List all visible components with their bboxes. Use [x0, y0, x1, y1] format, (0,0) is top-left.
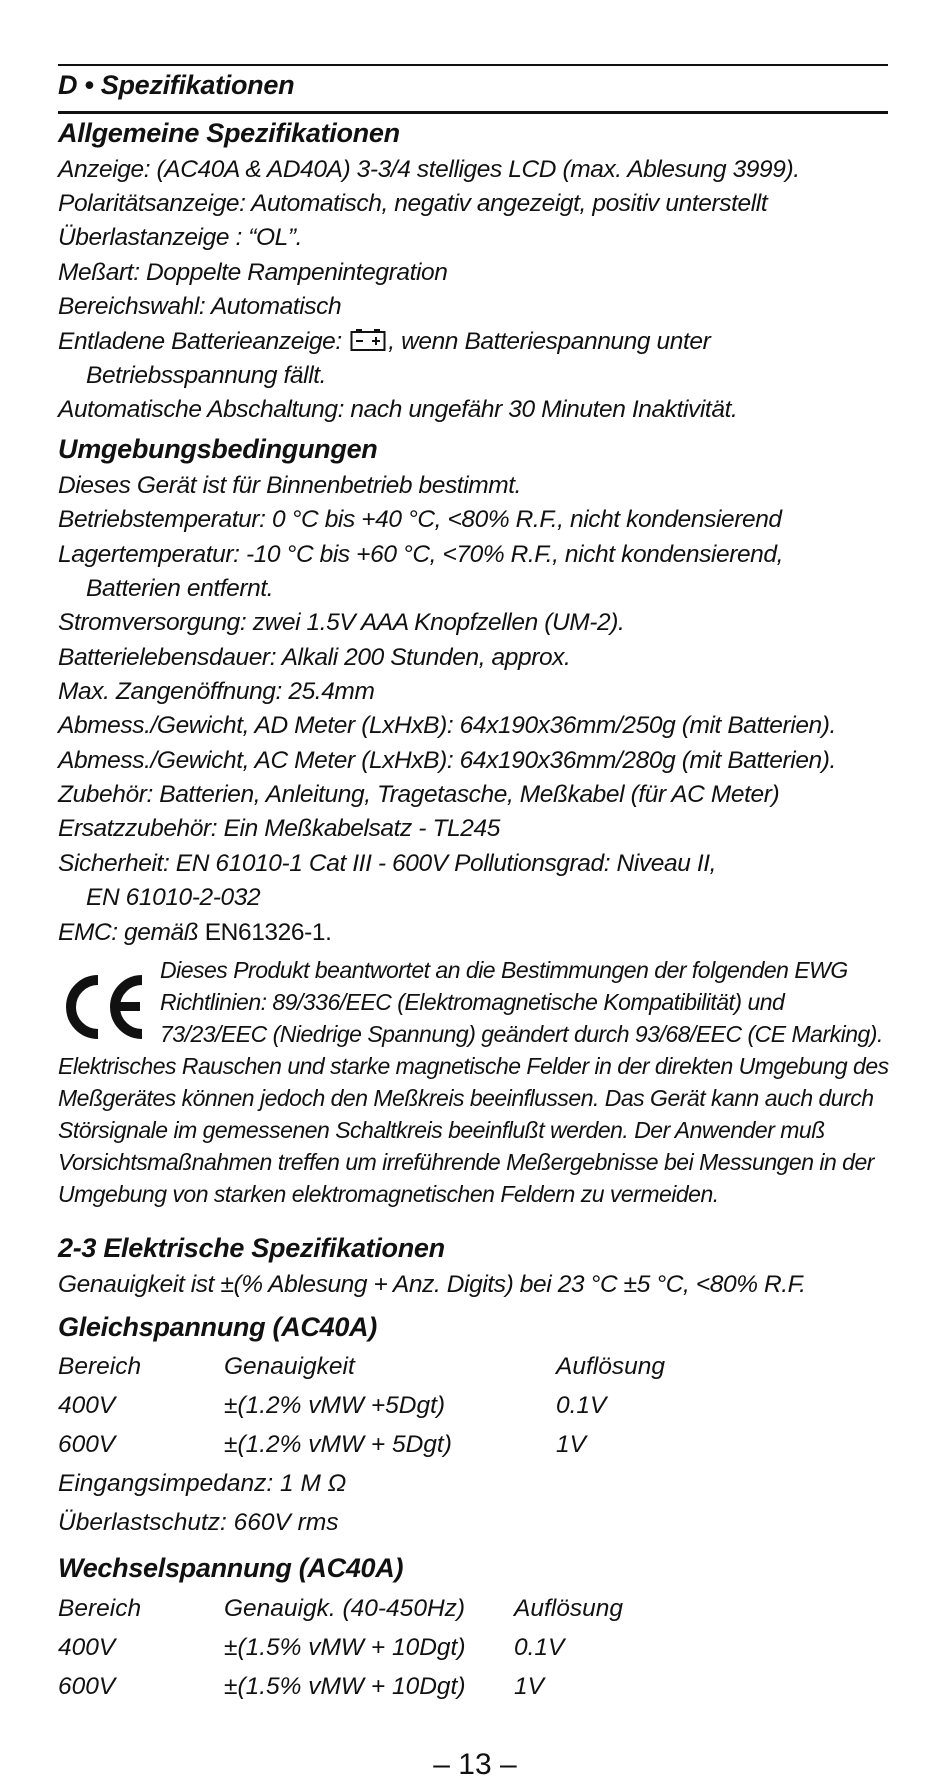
dcv-row-accuracy: ±(1.2% vMW +5Dgt)	[224, 1392, 446, 1419]
environment-heading: Umgebungsbedingungen	[58, 434, 378, 464]
power-supply: Stromversorgung: zwei 1.5V AAA Knopfzellen (UM-2).	[58, 609, 625, 636]
acv-row-range: 400V	[58, 1634, 116, 1661]
overload-spec: Überlastanzeige : “OL”.	[58, 224, 303, 251]
dcv-row-resolution: 0.1V	[556, 1392, 607, 1419]
accuracy-note: Genauigkeit ist ±(% Ablesung + Anz. Digits) bei 23 °C ±5 °C, <80% R.F.	[58, 1271, 806, 1298]
battery-spec-label: Entladene Batterieanzeige:	[58, 328, 342, 355]
battery-icon	[350, 328, 386, 352]
input-impedance: Eingangsimpedanz: 1 M Ω	[58, 1470, 347, 1497]
page-number: – 13 –	[433, 1748, 517, 1781]
operating-temp: Betriebstemperatur: 0 °C bis +40 °C, <80% R.F., nicht kondensierend	[58, 506, 782, 533]
acv-row-accuracy: ±(1.5% vMW + 10Dgt)	[224, 1634, 466, 1661]
acv-heading: Wechselspannung (AC40A)	[58, 1553, 404, 1583]
ce-text-5: Meßgerätes können jedoch den Meßkreis beeinflussen. Das Gerät kann auch durch	[58, 1085, 874, 1111]
emc-spec	[58, 916, 332, 950]
acv-header-accuracy: Genauigk. (40-450Hz)	[224, 1595, 466, 1622]
ce-text-7: Vorsichtsmaßnahmen treffen um irreführende Meßergebnisse bei Messungen in der	[58, 1149, 874, 1175]
ce-text-3: 73/23/EEC (Niedrige Spannung) geändert durch 93/68/EEC (CE Marking).	[160, 1021, 883, 1047]
dcv-header-accuracy: Genauigkeit	[224, 1353, 355, 1380]
acv-header-range: Bereich	[58, 1595, 142, 1622]
general-heading: Allgemeine Spezifikationen	[58, 118, 400, 148]
dcv-row-resolution: 1V	[556, 1431, 586, 1458]
section-title: D • Spezifikationen	[58, 70, 295, 100]
battery-spec-cont: , wenn Batteriespannung unter	[388, 328, 711, 355]
acv-row-accuracy: ±(1.5% vMW + 10Dgt)	[224, 1673, 466, 1700]
ce-text-2: Richtlinien: 89/336/EEC (Elektromagnetische Kompatibilität) und	[160, 989, 785, 1015]
jaw-opening: Max. Zangenöffnung: 25.4mm	[58, 678, 375, 705]
battery-spec-line2: Betriebsspannung fällt.	[86, 362, 327, 389]
emc-label: EMC: gemäß	[58, 919, 199, 946]
display-spec: Anzeige: (AC40A & AD40A) 3-3/4 stelliges LCD (max. Ablesung 3999).	[58, 156, 800, 183]
ce-mark-icon	[58, 972, 148, 1042]
accessories: Zubehör: Batterien, Anleitung, Tragetasche, Meßkabel (für AC Meter)	[58, 781, 780, 808]
range-spec: Bereichswahl: Automatisch	[58, 293, 342, 320]
storage-temp-line2: Batterien entfernt.	[86, 575, 274, 602]
dimensions-ad: Abmess./Gewicht, AD Meter (LxHxB): 64x190x36mm/250g (mit Batterien).	[58, 712, 836, 739]
dcv-row-range: 400V	[58, 1392, 116, 1419]
safety-spec: Sicherheit: EN 61010-1 Cat III - 600V Pollutionsgrad: Niveau II,	[58, 850, 717, 877]
ce-text-6: Störsignale im gemessenen Schaltkreis beeinflußt werden. Der Anwender muß	[58, 1117, 825, 1143]
dcv-row-accuracy: ±(1.2% vMW + 5Dgt)	[224, 1431, 452, 1458]
acv-header-resolution: Auflösung	[514, 1595, 623, 1622]
acv-row-range: 600V	[58, 1673, 116, 1700]
dcv-heading: Gleichspannung (AC40A)	[58, 1312, 377, 1342]
dcv-header-range: Bereich	[58, 1353, 142, 1380]
ce-text-4: Elektrisches Rauschen und starke magnetische Felder in der direkten Umgebung des	[58, 1053, 889, 1079]
safety-spec-line2: EN 61010-2-032	[86, 884, 261, 911]
battery-life: Batterielebensdauer: Alkali 200 Stunden, approx.	[58, 644, 571, 671]
ce-text-8: Umgebung von starken elektromagnetischen Feldern zu vermeiden.	[58, 1181, 719, 1207]
title-rule	[58, 111, 888, 114]
dimensions-ac: Abmess./Gewicht, AC Meter (LxHxB): 64x190x36mm/280g (mit Batterien).	[58, 747, 836, 774]
acv-row-resolution: 1V	[514, 1673, 544, 1700]
dcv-row-range: 600V	[58, 1431, 116, 1458]
dcv-header-resolution: Auflösung	[556, 1353, 665, 1380]
top-rule	[58, 64, 888, 66]
ce-text-1: Dieses Produkt beantwortet an die Bestimmungen der folgenden EWG	[160, 957, 848, 983]
emc-standard: EN61326-1.	[204, 919, 332, 946]
indoor-note: Dieses Gerät ist für Binnenbetrieb bestimmt.	[58, 472, 522, 499]
spare-accessories: Ersatzzubehör: Ein Meßkabelsatz - TL245	[58, 815, 500, 842]
polarity-spec: Polaritätsanzeige: Automatisch, negativ angezeigt, positiv unterstellt	[58, 190, 768, 217]
storage-temp: Lagertemperatur: -10 °C bis +60 °C, <70% R.F., nicht kondensierend,	[58, 541, 784, 568]
acv-row-resolution: 0.1V	[514, 1634, 565, 1661]
battery-spec	[58, 325, 710, 359]
electrical-heading: 2-3 Elektrische Spezifikationen	[58, 1233, 445, 1263]
overload-protection: Überlastschutz: 660V rms	[58, 1509, 339, 1536]
method-spec: Meßart: Doppelte Rampenintegration	[58, 259, 448, 286]
autooff-spec: Automatische Abschaltung: nach ungefähr 30 Minuten Inaktivität.	[58, 396, 738, 423]
